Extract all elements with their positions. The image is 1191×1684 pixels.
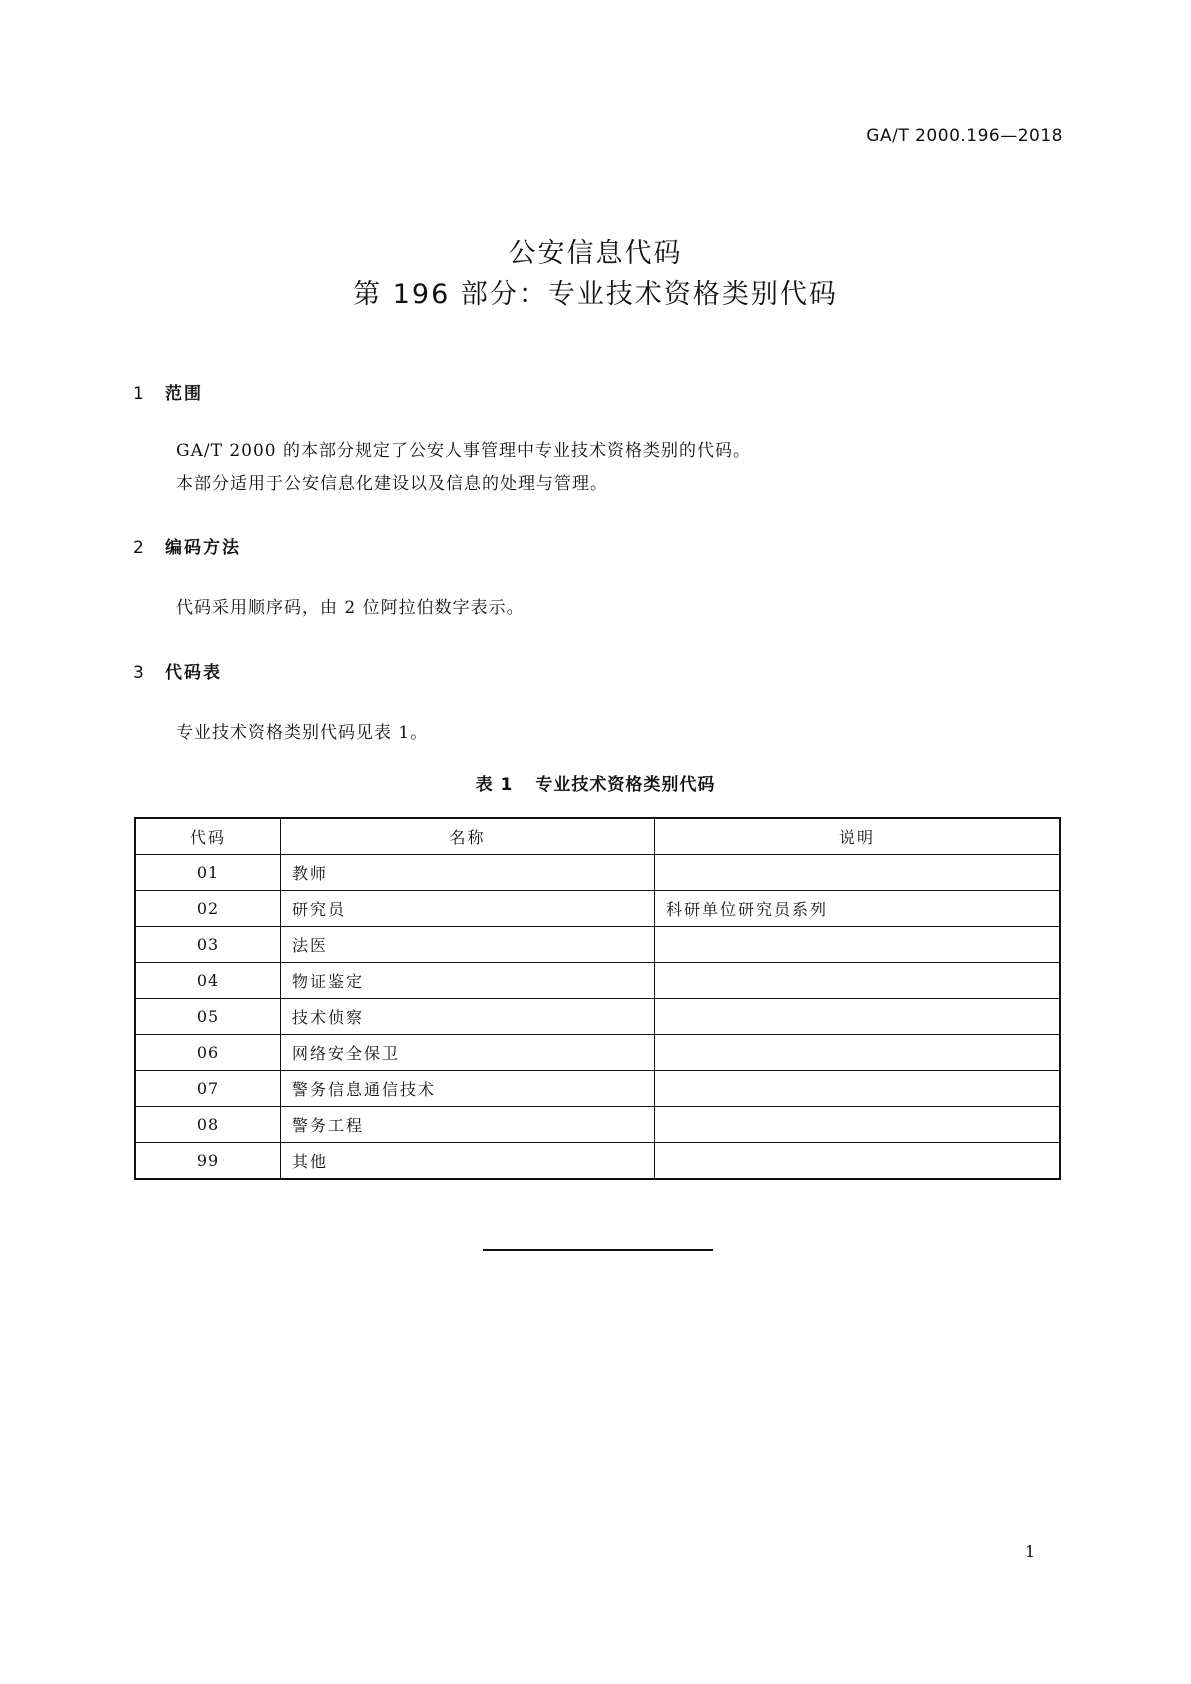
cell-code: 07	[135, 1071, 281, 1107]
table-row	[135, 891, 1060, 927]
cell-name: 其他	[281, 1143, 655, 1180]
table-caption	[0, 770, 1191, 795]
paragraph: 代码采用顺序码，由 2 位阿拉伯数字表示。	[176, 598, 525, 618]
cell-code: 06	[135, 1035, 281, 1071]
column-header-name: 名称	[281, 818, 655, 855]
table-row	[135, 927, 1060, 963]
cell-code: 02	[135, 891, 281, 927]
cell-description	[655, 1071, 1061, 1107]
cell-description	[655, 927, 1061, 963]
table-row	[135, 1143, 1060, 1180]
cell-code: 04	[135, 963, 281, 999]
cell-description	[655, 855, 1061, 891]
column-header-description: 说明	[655, 818, 1061, 855]
cell-name: 警务工程	[281, 1107, 655, 1143]
section-heading-coding-method	[133, 533, 241, 558]
table-row	[135, 963, 1060, 999]
standard-code: GA/T 2000.196—2018	[866, 126, 1063, 146]
table-row	[135, 1035, 1060, 1071]
column-header-code: 代码	[135, 818, 281, 855]
section-heading-scope	[133, 379, 203, 404]
table-caption-title: 专业技术资格类别代码	[535, 775, 716, 795]
cell-description	[655, 1143, 1061, 1180]
cell-name: 物证鉴定	[281, 963, 655, 999]
cell-code: 99	[135, 1143, 281, 1180]
cell-name: 教师	[281, 855, 655, 891]
paragraph: 专业技术资格类别代码见表 1。	[176, 723, 429, 743]
table-row	[135, 1071, 1060, 1107]
cell-name: 技术侦察	[281, 999, 655, 1035]
cell-description	[655, 1035, 1061, 1071]
section-number: 3	[133, 663, 144, 683]
cell-name: 网络安全保卫	[281, 1035, 655, 1071]
section-number: 2	[133, 538, 144, 558]
section-heading-code-table	[133, 658, 222, 683]
cell-code: 01	[135, 855, 281, 891]
table-row	[135, 855, 1060, 891]
code-table	[134, 817, 1061, 1180]
table-row	[135, 1107, 1060, 1143]
paragraph: GA/T 2000 的本部分规定了公安人事管理中专业技术资格类别的代码。	[176, 441, 751, 461]
table-header-row	[135, 818, 1060, 855]
section-title: 编码方法	[165, 538, 241, 558]
cell-description	[655, 999, 1061, 1035]
page-number: 1	[1025, 1542, 1036, 1561]
end-of-document-rule	[483, 1249, 713, 1251]
document-subtitle: 第 196 部分：专业技术资格类别代码	[353, 279, 838, 310]
cell-code: 08	[135, 1107, 281, 1143]
cell-name: 警务信息通信技术	[281, 1071, 655, 1107]
section-title: 代码表	[165, 663, 222, 683]
section-title: 范围	[165, 384, 203, 404]
cell-description	[655, 963, 1061, 999]
cell-description	[655, 1107, 1061, 1143]
cell-name: 法医	[281, 927, 655, 963]
cell-code: 05	[135, 999, 281, 1035]
paragraph: 本部分适用于公安信息化建设以及信息的处理与管理。	[176, 474, 608, 494]
cell-name: 研究员	[281, 891, 655, 927]
cell-code: 03	[135, 927, 281, 963]
section-number: 1	[133, 384, 144, 404]
cell-description: 科研单位研究员系列	[655, 891, 1061, 927]
table-caption-number: 表 1	[475, 775, 514, 795]
document-title: 公安信息代码	[508, 238, 683, 269]
table-row	[135, 999, 1060, 1035]
